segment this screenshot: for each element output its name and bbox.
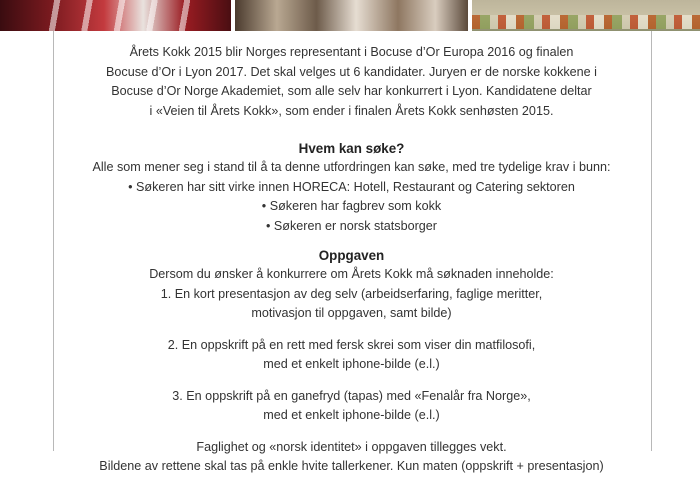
intro-line: Bocuse d’Or Norge Akademiet, som alle selv har konkurrert i Lyon. Kandidatene deltar <box>111 84 592 98</box>
intro-line: i «Veien til Årets Kokk», som ender i finalen Årets Kokk senhøsten 2015. <box>149 103 554 118</box>
kitchen-photo <box>235 0 468 31</box>
who-bullet: • Søkeren er norsk statsborger <box>266 218 437 233</box>
intro-line: Årets Kokk 2015 blir Norges representant i Bocuse d’Or Europa 2016 og finalen <box>129 45 574 59</box>
task-item: med et enkelt iphone-bilde (e.l.) <box>263 408 440 422</box>
header-photo-strip <box>0 0 700 31</box>
task-item: 3. En oppskrift på en ganefryd (tapas) med «Fenalår fra Norge», <box>172 388 531 403</box>
who-lead: Alle som mener seg i stand til å ta denne utfordringen kan søke, med tre tydelige krav i bunn: <box>92 160 611 174</box>
task-heading: Oppgaven <box>318 248 385 263</box>
task-item: 2. En oppskrift på en rett med fersk skrei som viser din matfilosofi, <box>167 337 536 352</box>
who-heading: Hvem kan søke? <box>298 141 405 156</box>
intro-paragraph <box>53 43 650 121</box>
footer-line: Bildene av rettene skal tas på enkle hvite tallerkener. Kun maten (oppskrift + presentasjon) <box>99 459 604 473</box>
task-lead: Dersom du ønsker å konkurrere om Årets Kokk må søknaden inneholde: <box>149 267 554 281</box>
document-body <box>53 43 650 477</box>
who-bullet: • Søkeren har fagbrev som kokk <box>261 199 442 213</box>
footer-line: Faglighet og «norsk identitet» i oppgaven tillegges vekt. <box>196 439 507 454</box>
chefs-photo <box>0 0 231 31</box>
task-item: med et enkelt iphone-bilde (e.l.) <box>263 357 440 371</box>
task-item: 1. En kort presentasjon av deg selv (arbeidserfaring, faglige meritter, <box>160 286 543 301</box>
who-bullet: • Søkeren har sitt virke innen HORECA: Hotell, Restaurant og Catering sektoren <box>128 179 575 194</box>
task-item: motivasjon til oppgaven, samt bilde) <box>251 306 452 320</box>
food-photo <box>472 0 700 31</box>
intro-line: Bocuse d’Or i Lyon 2017. Det skal velges ut 6 kandidater. Juryen er de norske kokkene i <box>106 64 597 79</box>
